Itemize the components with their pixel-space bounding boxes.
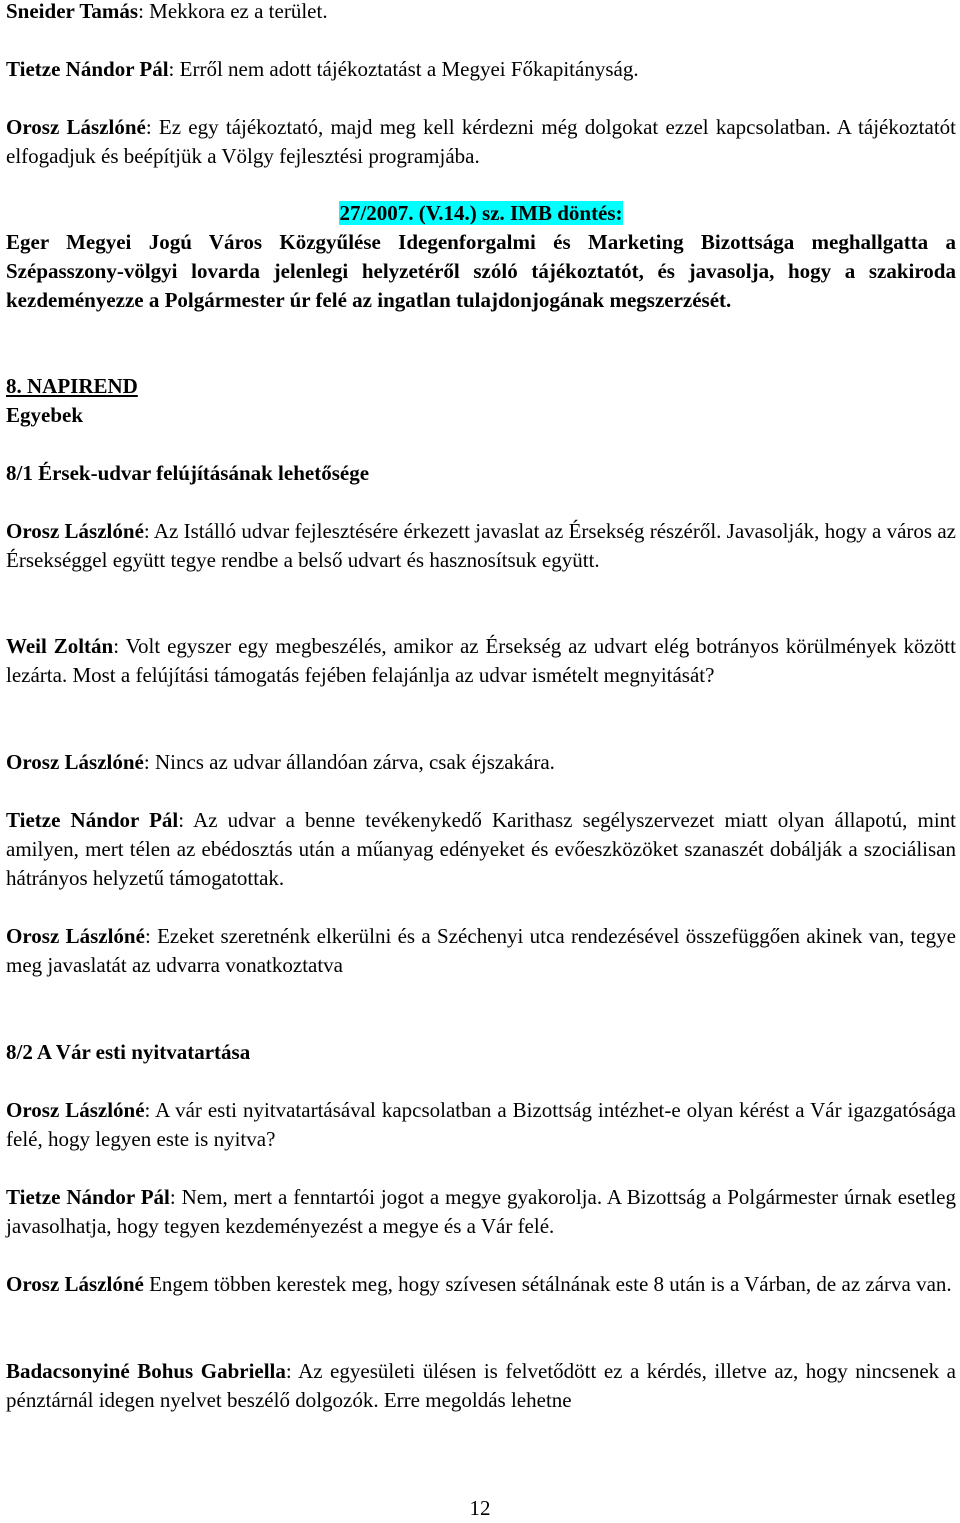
paragraph-text: Engem többen kerestek meg, hogy szívesen sétálnának este 8 után is a Várban, de az zárva van. — [143, 1272, 952, 1296]
speaker-name: Orosz Lászlóné — [6, 1272, 144, 1296]
agenda-number-text: 8. NAPIREND — [6, 374, 138, 398]
page-number: 12 — [469, 1496, 491, 1520]
speaker-name: Sneider Tamás — [6, 0, 139, 23]
paragraph-s1-orosz — [6, 517, 956, 575]
speaker-name: Weil Zoltán — [6, 634, 114, 658]
paragraph-text: : Nem, mert a fenntartói jogot a megye gyakorolja. A Bizottság a Polgármester úrnak esetleg javasolhatja, hogy tegyen kezdeményezést a megye és a Vár felé. — [6, 1185, 957, 1238]
speaker-name: Tietze Nándor Pál — [6, 1185, 170, 1209]
paragraph-text: : Nincs az udvar állandóan zárva, csak éjszakára. — [143, 750, 555, 774]
speaker-name: Orosz Lászlóné — [6, 1098, 145, 1122]
paragraph-text: : Mekkora ez a terület. — [138, 0, 328, 23]
speaker-name: Orosz Lászlóné — [6, 519, 144, 543]
paragraph-s1-weil — [6, 632, 956, 690]
decision-title-text: 27/2007. (V.14.) sz. IMB döntés: — [339, 201, 623, 225]
paragraph-text: : A vár esti nyitvatartásával kapcsolatban a Bizottság intézhet-e olyan kérést a Vár igazgatósága felé, hogy legyen este is nyitva? — [6, 1098, 956, 1151]
paragraph-text: : Volt egyszer egy megbeszélés, amikor az Érsekség az udvart elég botrányos körülmények között lezárta. Most a felújítási támogatás fejében felajánlja az udvar ismételt megnyitását? — [6, 634, 956, 687]
paragraph-text: : Az Istálló udvar fejlesztésére érkezett javaslat az Érsekség részéről. Javasolják, hogy a város az Érsekséggel együtt tegye rendbe a belső udvart és hasznosítsuk együtt. — [6, 519, 956, 572]
paragraph-sneider — [6, 0, 956, 26]
paragraph-tietze — [6, 55, 956, 84]
paragraph-text: : Ezeket szeretnénk elkerülni és a Széchenyi utca rendezésével összefüggően akinek van, tegye meg javaslatát az udvarra vonatkoztatva — [6, 924, 957, 977]
speaker-name: Badacsonyiné Bohus Gabriella — [6, 1359, 286, 1383]
speaker-name: Orosz Lászlóné — [6, 924, 145, 948]
section-heading-2: 8/2 A Vár esti nyitvatartása — [6, 1040, 251, 1064]
paragraph-s1-orosz-3 — [6, 922, 956, 980]
section-heading-1: 8/1 Érsek-udvar felújításának lehetősége — [6, 461, 370, 485]
paragraph-s2-tietze — [6, 1183, 956, 1241]
decision-text: Eger Megyei Jogú Város Közgyűlése Idegenforgalmi és Marketing Bizottsága meghallgatta a Szépasszony-völgyi lovarda jelenlegi helyzetéről szóló tájékoztatót, és javasolja, hogy a szakiroda kezdeményezze a Polgármester úr felé az ingatlan tulajdonjogának megszerzését. — [6, 230, 956, 312]
speaker-name: Orosz Lászlóné — [6, 750, 144, 774]
paragraph-s2-badacsonyi — [6, 1357, 956, 1415]
speaker-name: Tietze Nándor Pál — [6, 57, 169, 81]
paragraph-text: : Az udvar a benne tevékenykedő Karithasz segélyszervezet miatt olyan állapotú, mint amilyen, mert télen az ebédosztás után a műanyag edényeket és evőeszközöket szanaszét dobálják a szociálisan hátrányos helyzetű támogatottak. — [6, 808, 957, 890]
decision-title — [6, 199, 956, 228]
agenda-number — [6, 372, 956, 401]
paragraph-s2-orosz-2 — [6, 1270, 956, 1299]
paragraph-s1-tietze — [6, 806, 956, 893]
paragraph-orosz — [6, 113, 956, 171]
paragraph-s2-orosz — [6, 1096, 956, 1154]
paragraph-text: : Az egyesületi ülésen is felvetődött ez a kérdés, illetve az, hogy nincsenek a pénztárnál idegen nyelvet beszélő dolgozók. Erre megoldás lehetne — [6, 1359, 956, 1412]
paragraph-text: : Ez egy tájékoztató, majd meg kell kérdezni még dolgokat ezzel kapcsolatban. A tájékoztatót elfogadjuk és beépítjük a Völgy fejlesztési programjába. — [6, 115, 956, 168]
speaker-name: Orosz Lászlóné — [6, 115, 146, 139]
agenda-title: Egyebek — [6, 403, 84, 427]
paragraph-text: : Erről nem adott tájékoztatást a Megyei Főkapitányság. — [168, 57, 639, 81]
speaker-name: Tietze Nándor Pál — [6, 808, 179, 832]
paragraph-s1-orosz-2 — [6, 748, 956, 777]
